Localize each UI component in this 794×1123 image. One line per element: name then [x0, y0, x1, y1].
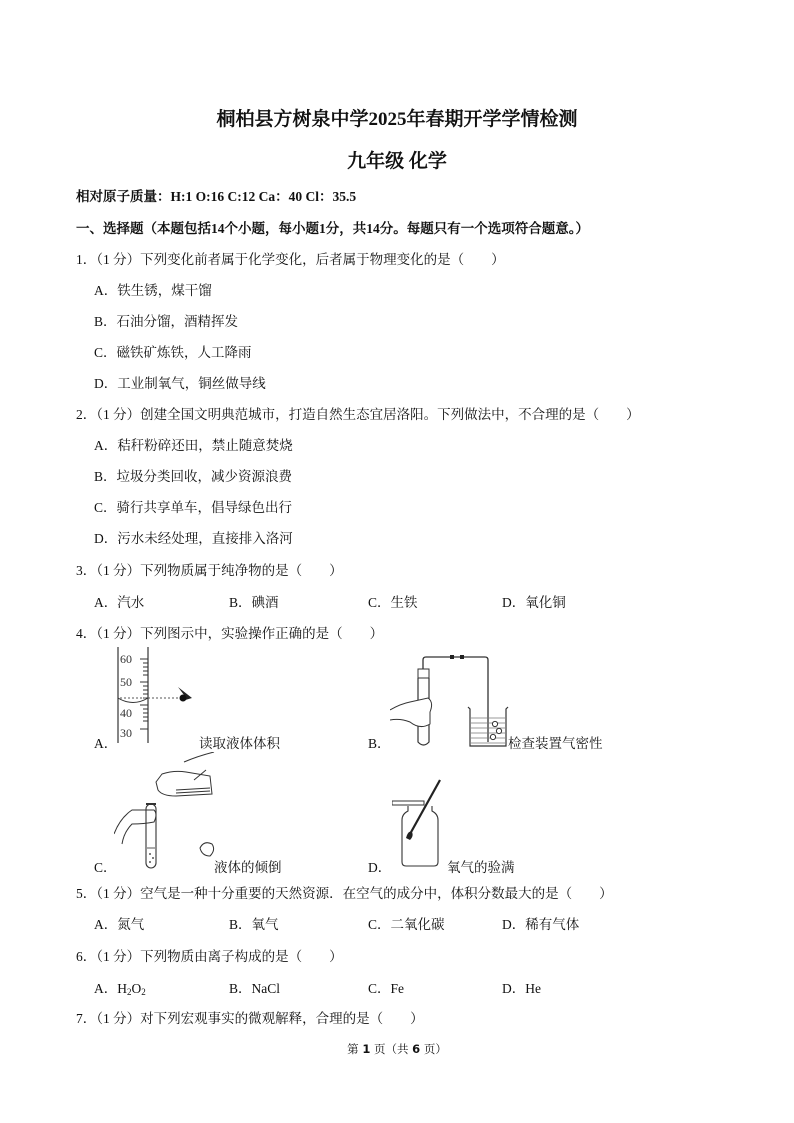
question-stem: 6．（1 分）下列物质由离子构成的是（ ）: [76, 949, 343, 964]
exam-title: 桐柏县方树泉中学2025年春期开学学情检测: [216, 109, 578, 130]
option-b: B．石油分馏，酒精挥发: [94, 314, 239, 329]
graduated-cylinder-figure: [112, 645, 202, 745]
option-b: B．垃圾分类回收，减少资源浪费: [94, 469, 293, 484]
option-d: D．稀有气体: [502, 917, 580, 932]
question-stem: 5．（1 分）空气是一种十分重要的天然资源．在空气的成分中，体积分数最大的是（ ）: [76, 886, 613, 901]
pouring-liquid-figure: [114, 752, 224, 870]
airtightness-check-figure: [390, 652, 510, 748]
option-d: D．氧化铜: [502, 595, 566, 610]
option-a: A．$H_2O_2$: [94, 981, 146, 997]
option-a: A．铁生锈，煤干馏: [94, 283, 212, 298]
option-b: B．碘酒: [229, 595, 279, 610]
option-c: C．二氧化碳: [368, 917, 445, 932]
option-a-letter: A．: [94, 736, 118, 751]
question-stem: 2．（1 分）创建全国文明典范城市，打造自然生态宜居洛阳。下列做法中，不合理的是（ ）: [76, 407, 640, 422]
option-a: A．氮气: [94, 917, 145, 932]
svg-text:30: 30: [120, 726, 132, 740]
option-d: D．工业制氧气，铜丝做导线: [94, 376, 266, 391]
question-stem: 4．（1 分）下列图示中，实验操作正确的是（ ）: [76, 626, 384, 641]
question-stem: 3．（1 分）下列物质属于纯净物的是（ ）: [76, 563, 343, 578]
option-d-caption: 氧气的验满: [447, 860, 515, 875]
question-stem: 1．（1 分）下列变化前者属于化学变化，后者属于物理变化的是（ ）: [76, 252, 505, 267]
exam-subtitle: 九年级 化学: [347, 151, 447, 172]
option-c: C．磁铁矿炼铁，人工降雨: [94, 345, 252, 360]
option-c-letter: C．: [94, 860, 117, 875]
option-c: C．生铁: [368, 595, 418, 610]
option-a: A．秸秆粉碎还田，禁止随意焚烧: [94, 438, 293, 453]
option-c-caption: 液体的倾倒: [214, 860, 282, 875]
section-heading: 一、选择题（本题包括14个小题，每小题1分，共14分。每题只有一个选项符合题意。）: [76, 221, 589, 236]
option-b: B．NaCl: [229, 981, 281, 996]
atomic-masses: 相对原子质量：H:1 O:16 C:12 Ca：40 Cl：35.5: [76, 189, 357, 204]
option-a-caption: 读取液体体积: [199, 736, 280, 751]
oxygen-full-test-figure: [392, 778, 444, 868]
option-d: D．He: [502, 981, 541, 996]
svg-text:40: 40: [120, 706, 132, 720]
svg-text:50: 50: [120, 675, 132, 689]
option-b-caption: 检查装置气密性: [508, 736, 603, 751]
question-stem: 7．（1 分）对下列宏观事实的微观解释，合理的是（ ）: [76, 1011, 424, 1026]
svg-text:60: 60: [120, 652, 132, 666]
option-d-letter: D．: [368, 860, 392, 875]
option-c: C．骑行共享单车，倡导绿色出行: [94, 500, 293, 515]
option-b: B．氧气: [229, 917, 279, 932]
option-c: C．Fe: [368, 981, 405, 996]
option-b-letter: B．: [368, 736, 391, 751]
option-a: A．汽水: [94, 595, 145, 610]
page-footer: 第 1 页（共 6 页）: [347, 1042, 447, 1056]
option-d: D．污水未经处理，直接排入洛河: [94, 531, 293, 546]
